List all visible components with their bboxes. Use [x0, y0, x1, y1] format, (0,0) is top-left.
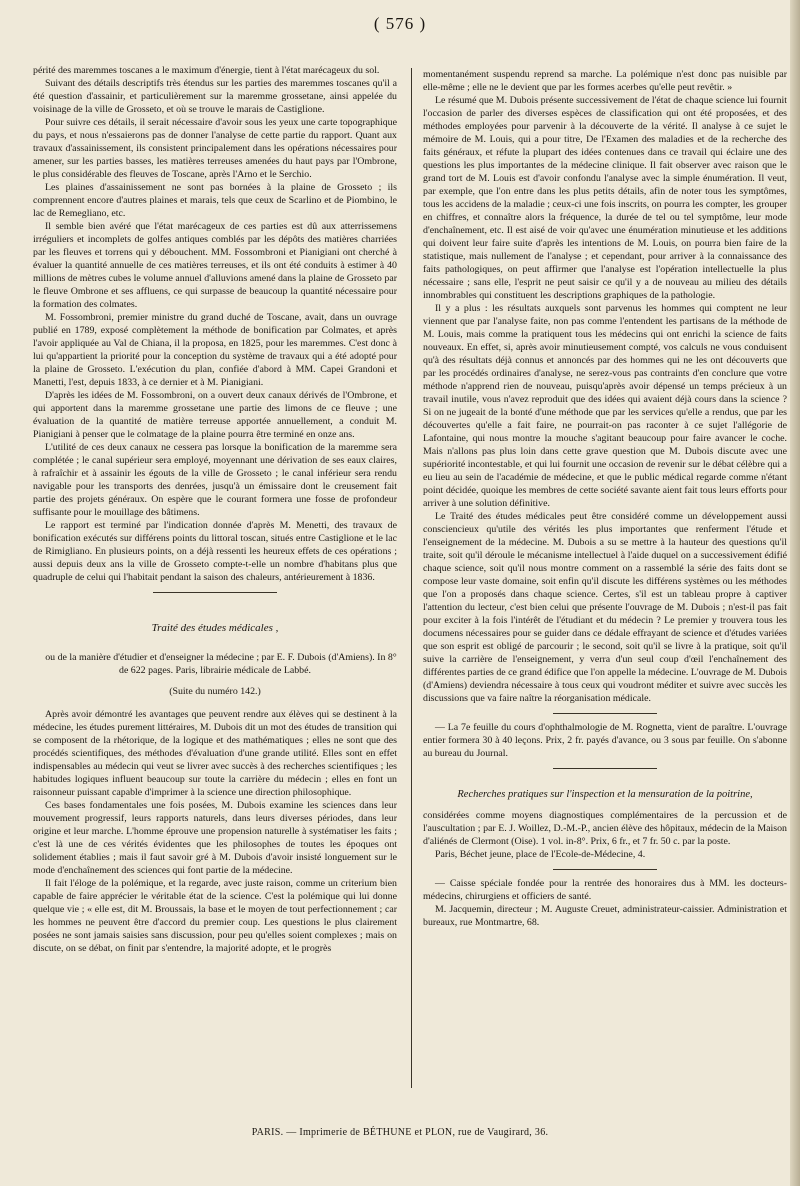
notice-title: Recherches pratiques sur l'inspection et la mensuration de la poitrine,: [457, 789, 753, 800]
paragraph: Les plaines d'assainissement ne sont pas bornées à la plaine de Grosseto ; ils comprennent encore d'autres plaines et marais, tels que ceux de Scarlino et de Piombino, le lac de Remegliano, etc.: [33, 182, 397, 219]
paragraph: Après avoir démontré les avantages que peuvent rendre aux élèves qui se destinent à la médecine, les études purement littéraires, M. Dubois dit un mot des études de transition qui se composent de la rhétorique, de la logique et des mathématiques ; elles ne sont que des procédés scientifiques, des méthodes d'évaluation d'une grande utilité. Elles sont en effet indispensables au médecin qui veut se livrer avec succès à des recherches scientifiques ; les habitudes logiques influent beaucoup sur toute la carrière du médecin ; elles en font un raisonneur puissant capable d'imprimer à la science une direction philosophique.: [33, 709, 397, 798]
notice-staff: M. Jacquemin, directeur ; M. Auguste Creuet, administrateur-caissier. Administration et bureaux, rue Montmartre, 68.: [423, 904, 787, 928]
paragraph: Pour suivre ces détails, il serait nécessaire d'avoir sous les yeux une carte topographique du pays, et nous n'essaierons pas de donner l'analyse de cette partie du rapport. Quant aux travaux d'assainissement, ils consistent principalement dans les opérations nécessaires pour amener, sur les parties basses, les matières terreuses amenées du haut pays par l'Ombrone, le plus considérable des fleuves de Toscane, après l'Arno et le Serchio.: [33, 117, 397, 180]
page-edge: [790, 0, 800, 1186]
paragraph: périté des maremmes toscanes a le maximum d'énergie, tient à l'état marécageux du sol.: [33, 65, 380, 76]
left-column: [33, 64, 397, 955]
paragraph: Le rapport est terminé par l'indication donnée d'après M. Menetti, des travaux de bonification exécutés sur différens points du littoral toscan, situés entre Castiglione et le lac de Rimigliano. En plusieurs points, on a déjà ressenti les heureux effets de ces opérations ; aussi depuis deux ans la ville de Grosseto compte-t-elle un nombre d'habitans plus que quadruple de celui qui l'habitait pendant la saison des chaleurs, antérieurement à 1836.: [33, 520, 397, 583]
paragraph: M. Fossombroni, premier ministre du grand duché de Toscane, avait, dans un ouvrage publié en 1789, exposé complètement la méthode de bonification par Colmates, et après l'avoir appliquée au Val de Chiana, il la proposa, en 1825, pour les maremmes. C'est donc à lui qu'appartient la priorité pour la conception du système de travaux qui a été adopté pour la plaine de Grosseto. L'exécution du plan, confiée d'abord à MM. Capei Grandoni et Manetti, l'est, depuis 1833, à ce dernier et à M. Pianigiani.: [33, 312, 397, 388]
section-divider: [33, 584, 397, 600]
notice-caisse: — Caisse spéciale fondée pour la rentrée des honoraires dus à MM. les docteurs-médecins, chirurgiens et officiers de santé.: [423, 878, 787, 902]
right-column: [423, 68, 787, 929]
paragraph: Suivant des détails descriptifs très étendus sur les parties des maremmes toscanes qu'il a été question d'assainir, et particulièrement sur la maremme grossetane, ainsi appelée du voisinage de la ville de Grosseto, et où se trouve le marais de Castiglione.: [33, 78, 397, 115]
section-divider: [423, 760, 787, 776]
paragraph: D'après les idées de M. Fossombroni, on a ouvert deux canaux dérivés de l'Ombrone, et qui apportent dans la maremme grossetane une partie des limons de ce fleuve ; une évaluation de la quantité de matière terreuse apportée annuellement, a conduit M. Pianigiani à penser que le colmatage de la plaine pourra être terminé en onze ans.: [33, 390, 397, 440]
article-continuation: (Suite du numéro 142.): [169, 686, 261, 697]
article-subtitle: ou de la manière d'étudier et d'enseigner la médecine ; par E. F. Dubois (d'Amiens). In 8° de 622 pages. Paris, librairie médicale de Labbé.: [45, 652, 397, 676]
page-number: ( 576 ): [373, 14, 427, 33]
notice-ophthalmology: — La 7e feuille du cours d'ophthalmologie de M. Rognetta, vient de paraître. L'ouvrage entier formera 30 à 40 leçons. Prix, 2 fr. payés d'avance, ou 3 sous par feuille. On s'abonne au bureau du Journal.: [423, 722, 787, 759]
notice-publisher: Paris, Béchet jeune, place de l'Ecole-de-Médecine, 4.: [435, 849, 646, 860]
printer-imprint: PARIS. — Imprimerie de BÉTHUNE et PLON, rue de Vaugirard, 36.: [251, 1127, 549, 1138]
section-divider: [423, 861, 787, 877]
paragraph: Il fait l'éloge de la polémique, et la regarde, avec juste raison, comme un criterium bien capable de faire apprécier le véritable état de la science. C'est la polémique qui lui donne quelque vie ; « elle est, dit M. Broussais, la base et le moyen de tout perfectionnement ; car les hommes ne peuvent être d'accord du premier coup. Les questions le plus clairement posées ne sont jamais saisies sans discussion, pour peu qu'elles soient complexes ; mais on discute, on se débat, on finit par s'entendre, la majorité adopte, et le progrès: [33, 878, 397, 954]
paragraph: L'utilité de ces deux canaux ne cessera pas lorsque la bonification de la maremme sera complétée ; le canal supérieur sera employé, moyennant une dérivation de ses eaux claires, à rafraîchir et à assainir les égouts de la ville de Grosseto ; le canal inférieur sera rendu navigable pour les transports des denrées, jusqu'à un émissaire dont le creusement fait partie des projets généraux. On espère que le courant formera une fosse de profondeur suffisante pour le mouillage des bâtimens.: [33, 442, 397, 518]
article-title: Traité des études médicales ,: [151, 622, 279, 634]
paragraph: Il y a plus : les résultats auxquels sont parvenus les hommes qui comptent ne leur viennent que par l'analyse faite, non pas comme l'entendent les partisans de la méthode de M. Louis, mais comme la pratiquent tous les médecins qui ont enrichi la science de faits nouveaux. En effet, si, après avoir minutieusement compté, vos calculs ne vous conduisent qu'à des résultats déjà connus et annoncés par des hommes qui ne les ont découverts que par les procédés ordinaires d'analyse, ne serez-vous pas contraints d'en conclure que votre méthode n'apprend rien de nouveau, puisqu'après avoir dépensé un temps précieux à un travail inutile, vous n'avez reproduit que des idées qui avaient déjà cours dans la science ? Si on ne jugeait de la bonté d'une méthode que par les services qu'elle a rendus, que par les découvertes qu'elle a fait faire, ne pourrait-on pas raconter à ce sujet l'allégorie de Lafontaine, qui nous montre la mouche s'agitant beaucoup pour faire avancer le coche. Mais n'allons pas plus loin dans cette grave question que M. Dubois discute avec une supériorité incontestable, et qui lui fournit une occasion de revenir sur le débat célèbre qui a eu lieu au sein de l'académie de médecine, et que le public médical regarde comme n'étant point décidée, quoique les membres de cette société savante aient fait tous leurs efforts pour arriver à une solution définitive.: [423, 303, 787, 509]
paragraph: Le résumé que M. Dubois présente successivement de l'état de chaque science lui fournit l'occasion de parler des diverses espèces de classification qui ont été proposées, et des méthodes employées pour parvenir à la découverte de la vérité. Il analyse à ce sujet le mémoire de M. Louis, qui a pour titre, De l'Examen des maladies et de la recherche des faits généraux, et réfute la plupart des idées contenues dans ce travail qui éclaire une des questions les plus importantes de la médecine clinique. Il fait observer avec raison que le grand tort de M. Louis est d'avoir confondu l'analyse avec la simple énumération. Il veut, par exemple, que l'on entre dans les plus petits détails, afin de noter tous les symptômes, tous les accidens de la maladie ; ceux-ci une fois inscrits, on pourra les compter, les grouper en chiffres, et connaître alors la fréquence, la durée de tel ou tel symptôme, leur mode d'enchaînement, etc. Il est aisé de voir qu'avec une énumération minutieuse et les additions qui doivent leur faire suite d'après les intentions de M. Louis, on pourra bien faire de la statistique, mais nullement de l'analyse ; et cependant, pour arriver à la connaissance des faits pathologiques, on peut affirmer que l'analyse est l'opération intellectuelle la plus nécessaire ; sans elle, l'esprit ne peut saisir ce qu'il y a de nouveau au milieu des détails innombrables qui constituent les descriptions graphiques de la pathologie.: [423, 95, 787, 301]
section-divider: [423, 705, 787, 721]
paragraph: Le Traité des études médicales peut être considéré comme un développement aussi consciencieux qu'utile des vérités les plus importantes que renferment l'étude et l'enseignement de la médecine. M. Dubois a su se mettre à la hauteur des questions qu'il traite, soit qu'il déroule le mécanisme intellectuel à l'aide duquel on a successivement édifié chaque science, soit qu'il nous montre comment on a rassemblé la série des faits dont se compose leur vaste domaine, soit enfin qu'il discute les différens systèmes ou les méthodes que l'on a proposés dans chaque science. Certes, s'il est un tableau propre à captiver l'attention du lecteur, c'est bien celui que présente l'ouvrage de M. Dubois ; n'est-il pas fait pour exciter à la fois l'intérêt de l'étudiant et du médecin ? Le premier y trouvera tous les documens nécessaires pour se guider dans ce dédale effrayant de science et d'études variées que son esprit est obligé de parcourir ; le second, soit qu'il se livre à la pratique, soit qu'il suive la carrière de l'enseignement, y verra d'un seul coup d'œil l'enchaînement des différentes parties de ce grand édifice que l'on appelle la médecine. L'ouvrage de M. Dubois (d'Amiens) deviendra nécessaire à tous ceux qui voudront méditer et suivre avec succès les discussions que va faire naître la réorganisation médicale.: [423, 511, 787, 704]
paragraph: Il semble bien avéré que l'état marécageux de ces parties est dû aux atterrissemens irréguliers et incomplets de golfes antiques comblés par les dépôts des matières charriées par les fleuves et torrens qui y débouchent. MM. Fossombroni et Pianigiani ont cherché à évaluer la quantité annuelle de ces matières terreuses, et ils ont été conduits à estimer à 40 millions de mètres cubes le volume annuel d'alluvions amené dans la plaine de Grosseto par le fleuve Ombrone et ses affluens, ce qui surpasse de beaucoup la quantité nécessaire pour la formation des colmates.: [33, 221, 397, 310]
notice-body: considérées comme moyens diagnostiques complémentaires de la percussion et de l'auscultation ; par E. J. Woillez, D.-M.-P., ancien élève des hôpitaux, médecin de la Maison d'aliénés de Clermont (Oise). 1 vol. in-8°. Prix, 6 fr., et 7 fr. 50 c. par la poste.: [423, 810, 787, 847]
paragraph: Ces bases fondamentales une fois posées, M. Dubois examine les sciences dans leur mouvement progressif, leurs rapports naturels, dans leurs diverses périodes, dans leur origine et leur marche. L'homme éprouve une propension naturelle à systématiser les faits ; c'est là une de ces vérités évidentes que les philosophes de toutes les époques ont solidement établies ; mais il faut savoir gré à M. Dubois d'avoir insisté longuement sur le mode d'enchaînement des sciences qui font partie de la médecine.: [33, 800, 397, 876]
paragraph: momentanément suspendu reprend sa marche. La polémique n'est donc pas nuisible par elle-même ; elle ne le devient que par les formes acerbes qu'elle peut revêtir. »: [423, 69, 787, 93]
column-rule: [411, 68, 412, 1088]
